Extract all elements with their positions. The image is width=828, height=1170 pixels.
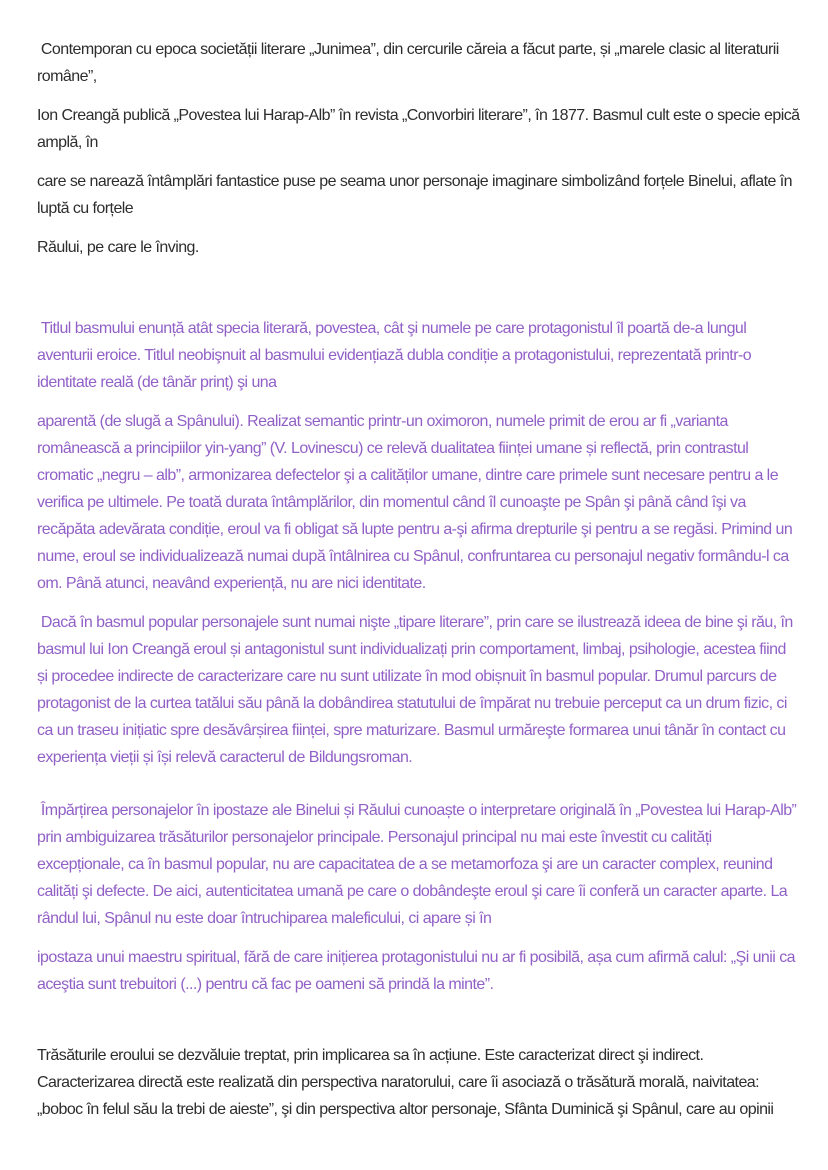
paragraph-intro-junimea: Contemporan cu epoca societății literare „Junimea”, din cercurile căreia a făcut parte, și „marele clasic al literaturii române”, bbox=[37, 41, 783, 85]
paragraph-personaje-ipostaze: Împărțirea personajelor în ipostaze ale Binelui și Răului cunoaște o interpretare originală în „Povestea lui Harap-Alb” prin ambiguizarea trăsăturilor personajelor principale. Personajul principal nu mai este învestit cu calități excepționale, ca în basmul popular, nu are capacitatea de a se metamorfoza şi are un caracter complex, reunind calități şi defecte. De aici, autenticitatea umană pe care o dobândeşte eroul şi care îi conferă un caracter aparte. La rândul lui, Spânul nu este doar întruchiparea maleficului, ci apare și în bbox=[37, 802, 801, 927]
paragraph-erou-trasaturi: Trăsăturile eroului se dezvăluie treptat, prin implicarea sa în acțiune. Este caracterizat direct şi indirect. Caracterizarea directă este realizată din perspectiva naratorului, care îi asociază o trăsătură morală, naivitatea: „boboc în felul său la trebi de aieste”, şi din perspectiva altor personaje, Sfânta Duminică şi Spânul, care au opinii bbox=[37, 1047, 774, 1118]
paragraph-title-analysis-continued: aparentă (de slugă a Spânului). Realizat semantic printr-un oximoron, numele primit de erou ar fi „varianta românească a principiilor yin-yang” (V. Lovinescu) ce relevă dualitatea ființei umane și reflectă, prin contrastul cromatic „negru – alb”, armonizarea defectelor şi a calităților umane, dintre care primele sunt necesare pentru a le verifica pe ultimele. Pe toată durata întâmplărilor, din momentul când îl cunoaşte pe Spân şi până când îşi va recăpăta adevărata condiție, eroul va fi obligat să lupte pentru a-şi afirma drepturile şi pentru a se regăsi. Primind un nume, eroul se individualizează numai după întâlnirea cu Spânul, confruntarea cu personajul negativ formându-l ca om. Până atunci, neavând experiență, nu are nici identitate. bbox=[37, 413, 797, 592]
paragraph-title-analysis: Titlul basmului enunță atât specia literară, povestea, cât şi numele pe care protagonistul îl poartă de-a lungul aventurii eroice. Titlul neobişnuit al basmului evidențiază dubla condiție a protagonistului, reprezentată printr-o identitate reală (de tânăr prinț) şi una bbox=[37, 320, 756, 391]
paragraph-character-individualization: Dacă în basmul popular personajele sunt numai nişte „tipare literare”, prin care se ilustrează ideea de bine şi rău, în basmul lui Ion Creangă eroul și antagonistul sunt individualizați prin comportament, limbaj, psihologie, acestea fiind și procedee indirecte de caracterizare care nu sunt utilizate în mod obișnuit în basmul popular. Drumul parcurs de protagonist de la curtea tatălui său până la dobândirea statutului de împărat nu trebuie perceput ca un drum fizic, ci ca un traseu inițiatic spre desăvârșirea ființei, spre maturizare. Basmul urmăreşte formarea unui tânăr în contact cu experiența vieții și își relevă caracterul de Bildungsroman. bbox=[37, 614, 797, 766]
paragraph-basm-definition-end: Răului, pe care le înving. bbox=[37, 239, 199, 256]
paragraph-publication-info: Ion Creangă publică „Povestea lui Harap-Alb” în revista „Convorbiri literare”, în 1877. Basmul cult este o specie epică amplă, în bbox=[37, 107, 804, 151]
paragraph-basm-definition: care se narează întâmplări fantastice puse pe seama unor personaje imaginare simbolizând forțele Binelui, aflate în luptă cu forțele bbox=[37, 173, 796, 217]
paragraph-maestru-spiritual: ipostaza unui maestru spiritual, fără de care inițierea protagonistului nu ar fi posibilă, așa cum afirmă calul: „Şi unii ca aceştia sunt trebuitori (...) pentru că fac pe oameni să prindă la minte”. bbox=[37, 949, 799, 993]
